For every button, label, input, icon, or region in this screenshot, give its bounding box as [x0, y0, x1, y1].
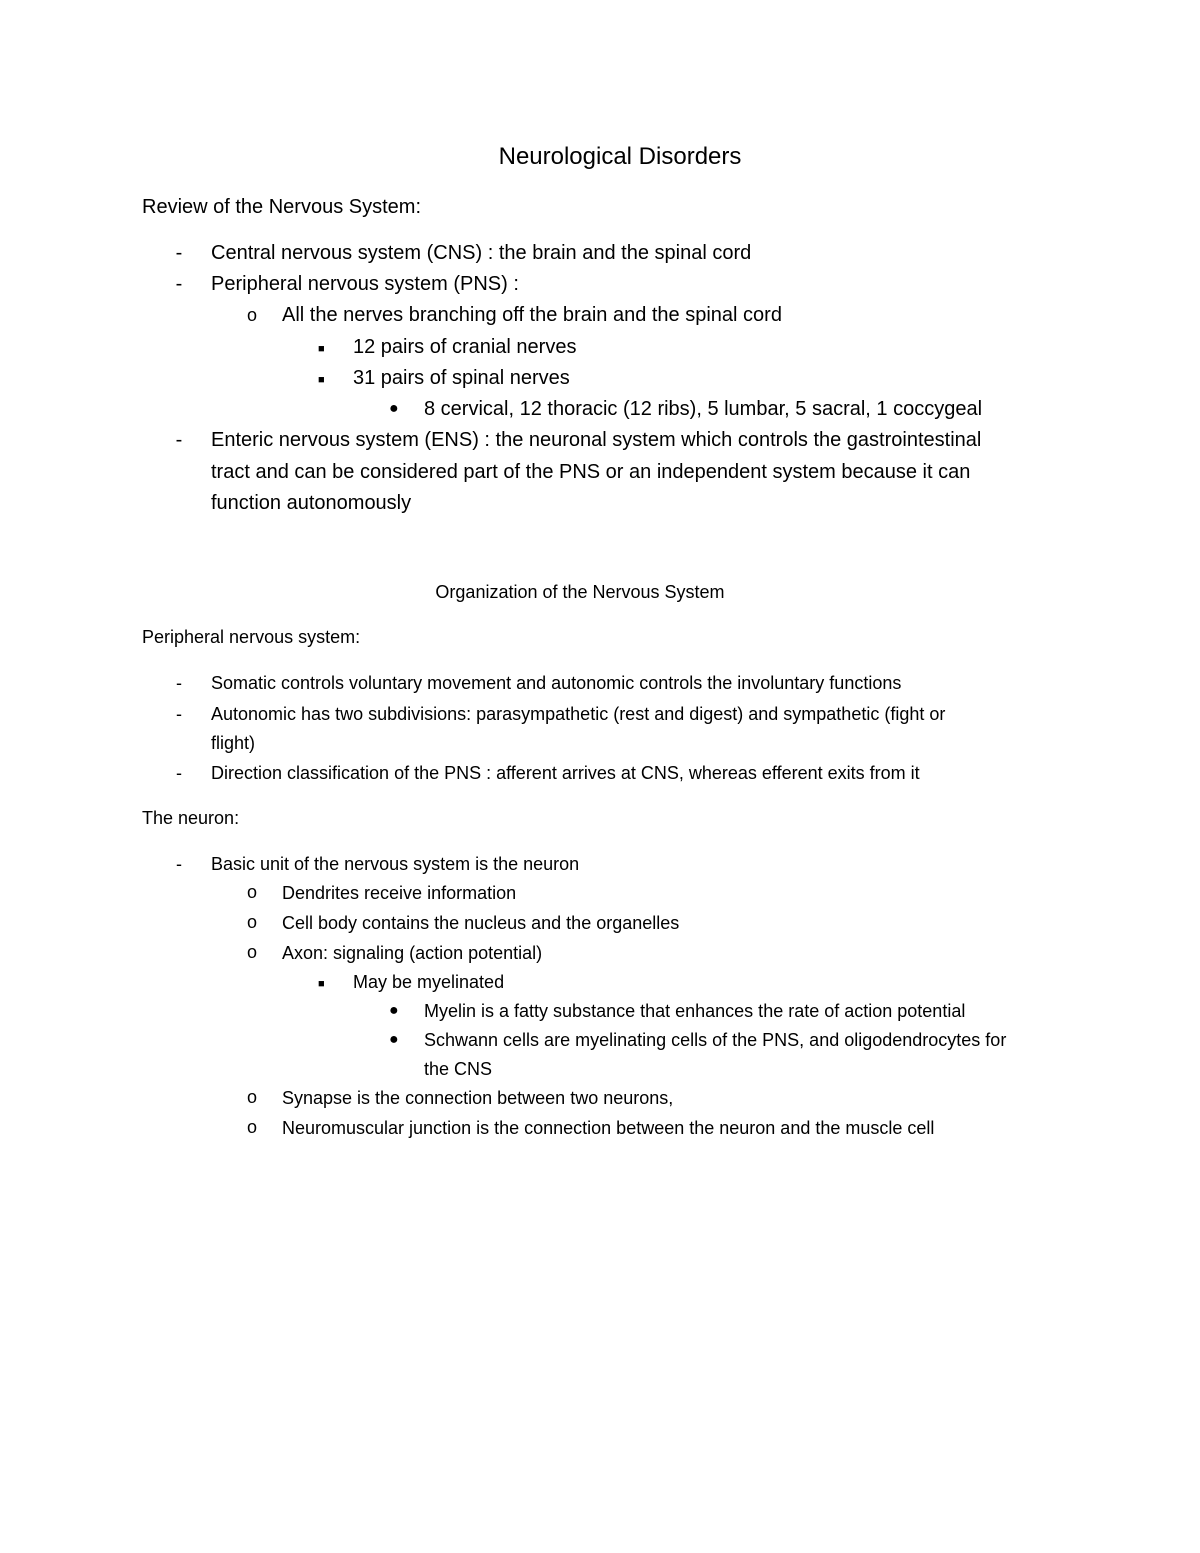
list-item: Basic unit of the nervous system is the neuron: [211, 854, 580, 874]
circle-bullet: o: [247, 1087, 258, 1107]
review-heading: Review of the Nervous System:: [142, 196, 421, 218]
list-item: 8 cervical, 12 thoracic (12 ribs), 5 lumbar, 5 sacral, 1 coccygeal: [424, 398, 983, 420]
section-title: Organization of the Nervous System: [435, 582, 725, 602]
dot-bullet: ●: [389, 1031, 399, 1048]
circle-bullet: o: [247, 882, 258, 902]
list-item: Somatic controls voluntary movement and autonomic controls the involuntary functions: [211, 673, 902, 693]
list-item: 31 pairs of spinal nerves: [353, 367, 570, 389]
dash-bullet: -: [175, 273, 183, 295]
list-item: Direction classification of the PNS : afferent arrives at CNS, whereas efferent exits from it: [211, 763, 920, 783]
list-item: Peripheral nervous system (PNS) :: [211, 273, 519, 295]
list-item-continuation: flight): [211, 733, 256, 753]
neuron-heading: The neuron:: [142, 808, 240, 828]
list-item-continuation: tract and can be considered part of the PNS or an independent system because it can: [211, 461, 971, 483]
list-item-continuation: function autonomously: [211, 492, 412, 514]
dash-bullet: -: [175, 429, 183, 451]
dash-bullet: -: [175, 242, 183, 264]
list-item: Schwann cells are myelinating cells of the PNS, and oligodendrocytes for: [424, 1030, 1007, 1050]
list-item-continuation: the CNS: [424, 1059, 493, 1079]
list-item: Myelin is a fatty substance that enhances the rate of action potential: [424, 1001, 966, 1021]
dash-bullet: -: [176, 763, 182, 783]
list-item: Dendrites receive information: [282, 883, 517, 903]
square-bullet: ■: [318, 374, 325, 386]
list-item: All the nerves branching off the brain and the spinal cord: [282, 304, 782, 326]
dash-bullet: -: [176, 704, 182, 724]
circle-bullet: o: [247, 1117, 258, 1137]
circle-bullet: o: [247, 912, 258, 932]
dash-bullet: -: [176, 673, 182, 693]
list-item: Enteric nervous system (ENS) : the neuronal system which controls the gastrointestinal: [211, 429, 982, 451]
dot-bullet: ●: [389, 1002, 399, 1019]
dash-bullet: -: [176, 854, 182, 874]
circle-bullet: o: [247, 305, 258, 325]
list-item: Cell body contains the nucleus and the organelles: [282, 913, 680, 933]
square-bullet: ■: [318, 343, 325, 355]
list-item: May be myelinated: [353, 972, 505, 992]
list-item: Synapse is the connection between two neurons,: [282, 1088, 674, 1108]
list-item: 12 pairs of cranial nerves: [353, 336, 577, 358]
page-title: Neurological Disorders: [498, 143, 742, 170]
circle-bullet: o: [247, 942, 258, 962]
list-item: Neuromuscular junction is the connection between the neuron and the muscle cell: [282, 1118, 935, 1138]
pns-heading: Peripheral nervous system:: [142, 627, 361, 647]
square-bullet: ■: [318, 978, 325, 990]
list-item: Axon: signaling (action potential): [282, 943, 543, 963]
list-item: Central nervous system (CNS) : the brain and the spinal cord: [211, 242, 752, 264]
list-item: Autonomic has two subdivisions: parasympathetic (rest and digest) and sympathetic (fight or: [211, 704, 946, 724]
dot-bullet: ●: [389, 400, 399, 417]
